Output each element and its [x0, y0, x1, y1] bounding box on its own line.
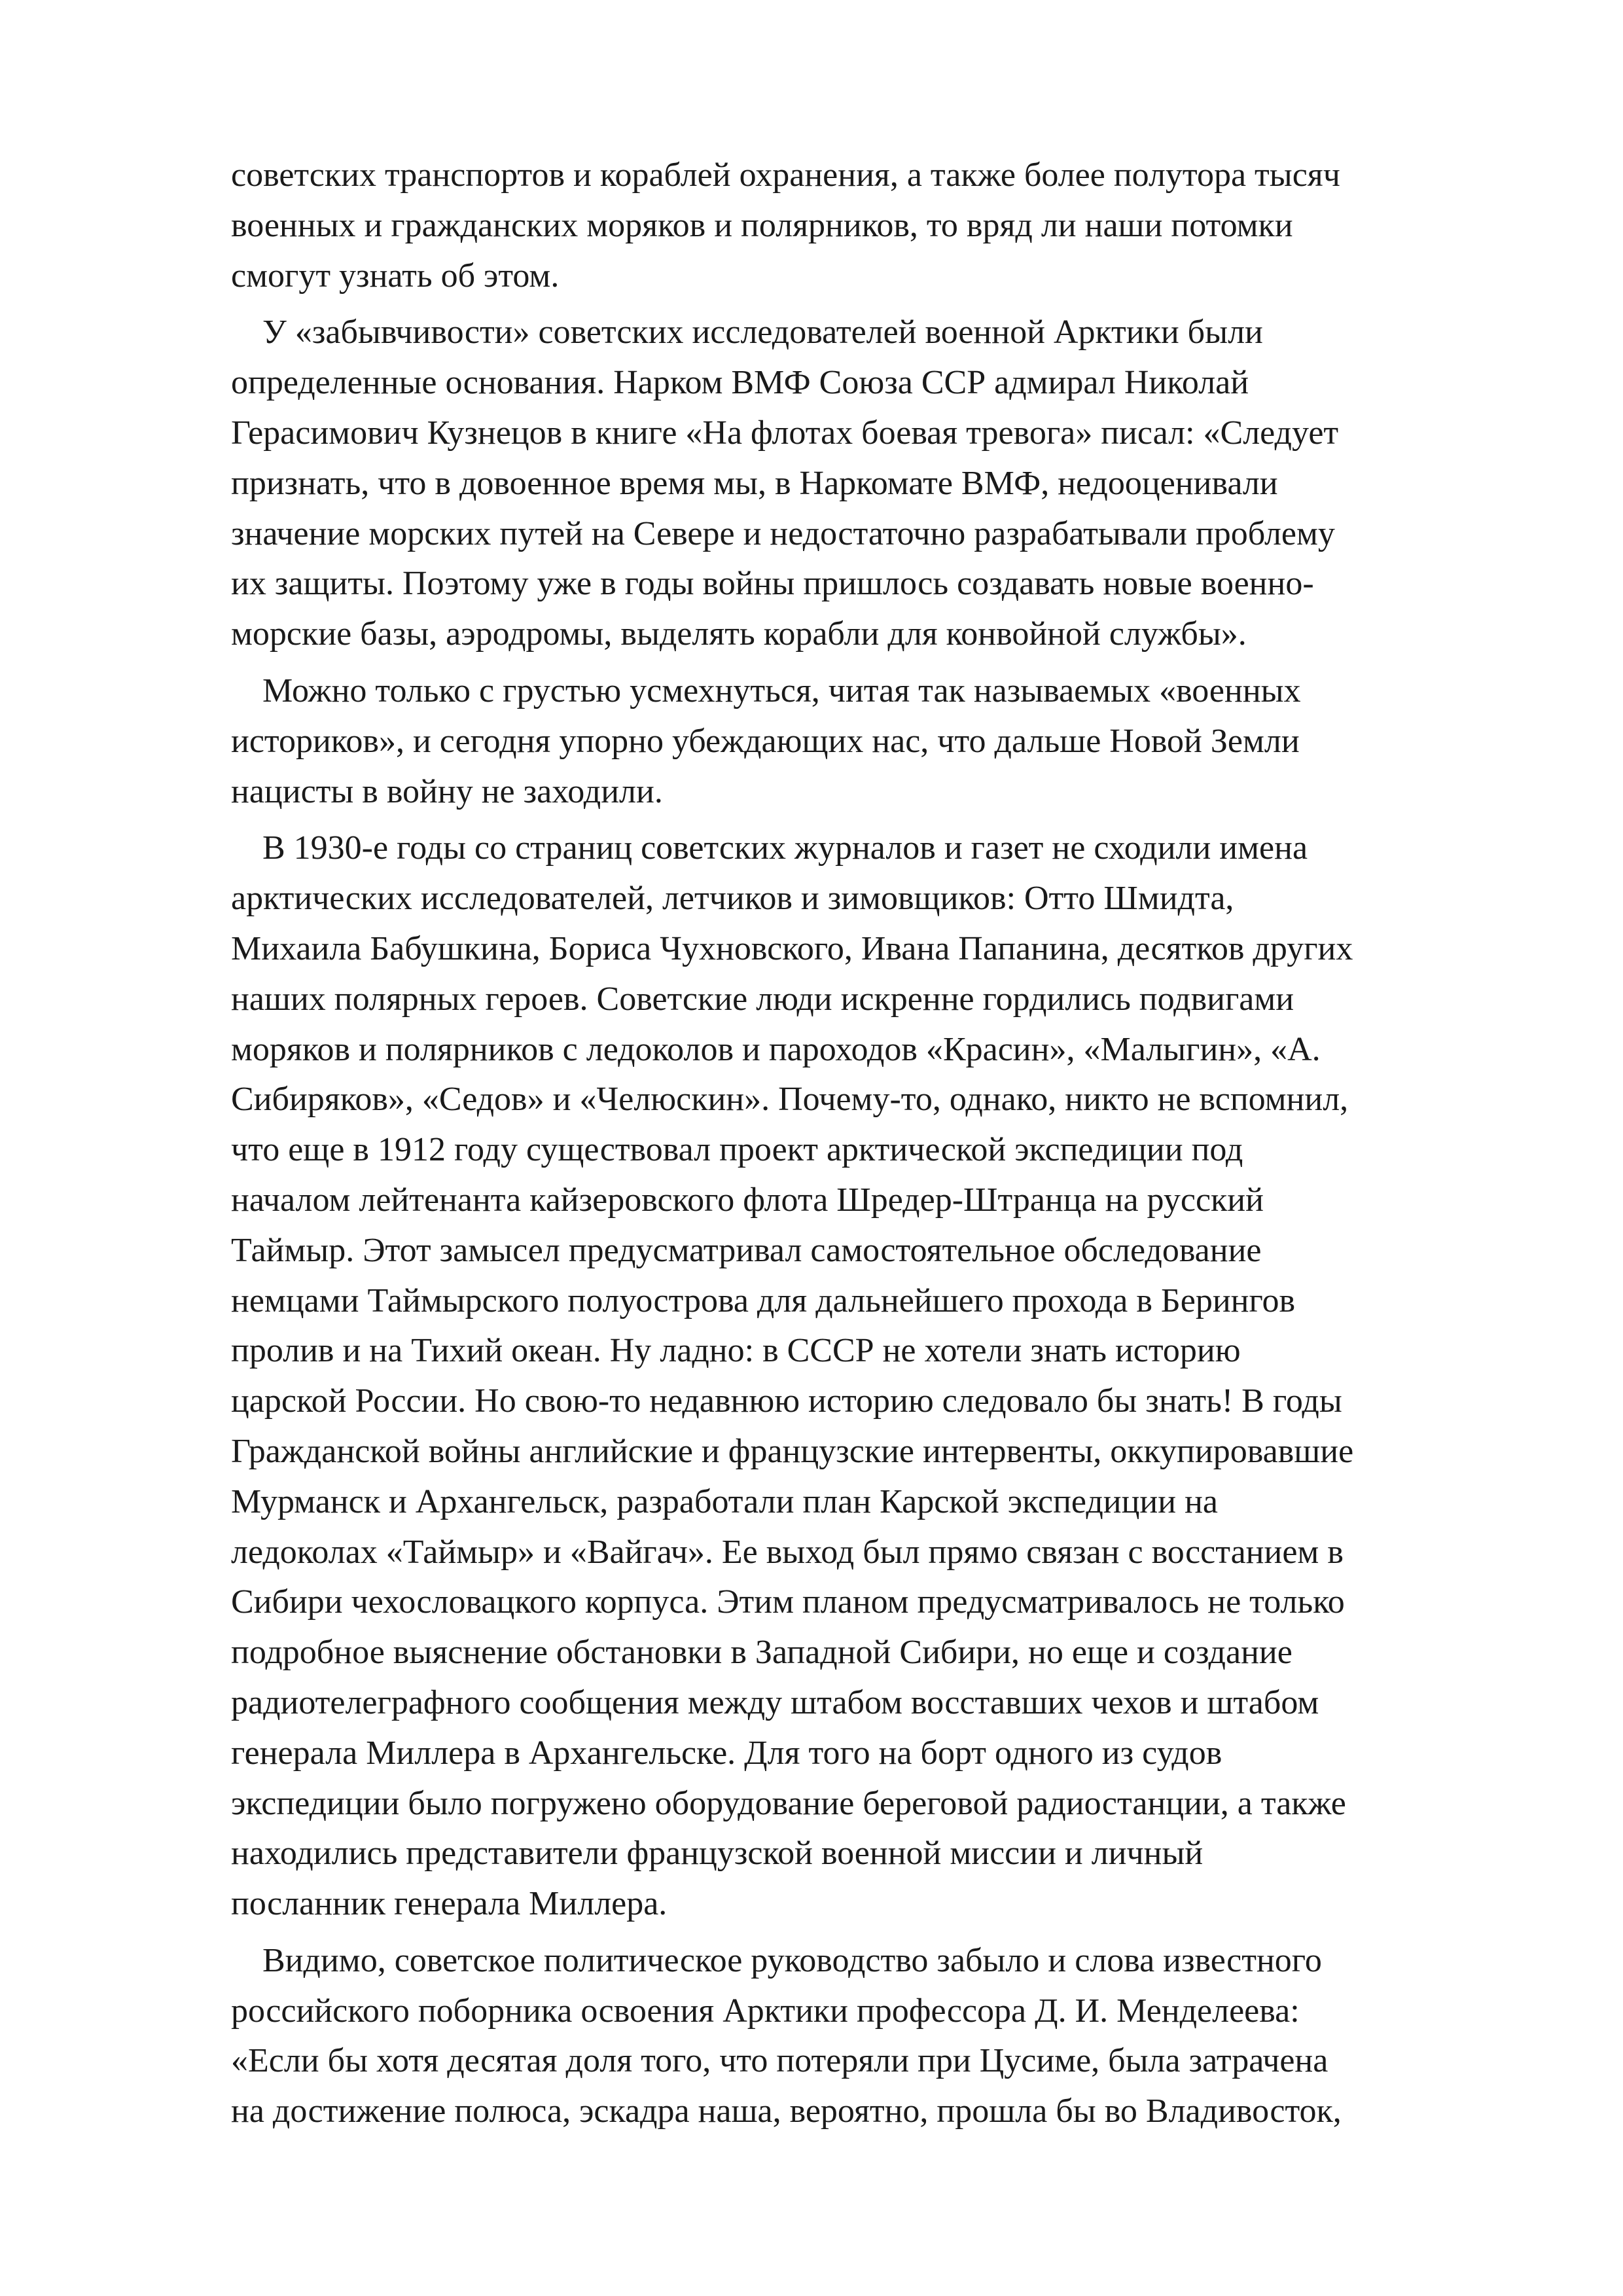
text-line: военных и гражданских моряков и полярников, то вряд ли наши потомки	[231, 206, 1293, 244]
text-line: советских транспортов и кораблей охранения, а также более полутора тысяч	[231, 156, 1340, 194]
text-line: «Если бы хотя десятая доля того, что потеряли при Цусиме, была затрачена	[231, 2042, 1329, 2080]
paragraph	[231, 151, 1488, 301]
text-line: арктических исследователей, летчиков и зимовщиков: Отто Шмидта,	[231, 880, 1234, 918]
text-line: на достижение полюса, эскадра наша, вероятно, прошла бы во Владивосток,	[231, 2092, 1342, 2130]
text-line: находились представители французской военной миссии и личный	[231, 1835, 1204, 1873]
text-line: значение морских путей на Севере и недостаточно разрабатывали проблему	[231, 514, 1335, 552]
text-line: посланник генерала Миллера.	[231, 1885, 668, 1923]
text-line: наших полярных героев. Советские люди искренне гордились подвигами	[231, 980, 1294, 1018]
text-line: моряков и полярников с ледоколов и пароходов «Красин», «Малыгин», «А.	[231, 1030, 1321, 1068]
text-line: признать, что в довоенное время мы, в Наркомате ВМФ, недооценивали	[231, 464, 1278, 502]
text-line: радиотелеграфного сообщения между штабом восставших чехов и штабом	[231, 1683, 1319, 1721]
text-line: определенные основания. Нарком ВМФ Союза ССР адмирал Николай	[231, 364, 1249, 402]
text-line: экспедиции было погружено оборудование береговой радиостанции, а также	[231, 1784, 1346, 1822]
text-line: Мурманск и Архангельск, разработали план Карской экспедиции на	[231, 1482, 1218, 1520]
text-line: Михаила Бабушкина, Бориса Чухновского, Ивана Папанина, десятков других	[231, 929, 1353, 967]
text-line: смогут узнать об этом.	[231, 257, 560, 295]
text-line: царской России. Но свою-то недавнюю историю следовало бы знать! В годы	[231, 1382, 1342, 1420]
text-line: В 1930-е годы со страниц советских журналов и газет не сходили имена	[262, 829, 1308, 867]
text-line: морские базы, аэродромы, выделять корабли для конвойной службы».	[231, 615, 1247, 653]
text-line: началом лейтенанта кайзеровского флота Шредер-Штранца на русский	[231, 1181, 1264, 1219]
text-line: Сибири чехословацкого корпуса. Этим планом предусматривалось не только	[231, 1583, 1345, 1621]
text-line: что еще в 1912 году существовал проект арктической экспедиции под	[231, 1131, 1243, 1169]
text-line: их защиты. Поэтому уже в годы войны пришлось создавать новые военно-	[231, 565, 1314, 603]
text-line: Видимо, советское политическое руководство забыло и слова известного	[262, 1941, 1322, 1979]
text-line: ледоколах «Таймыр» и «Вайгач». Ее выход был прямо связан с восстанием в	[231, 1533, 1344, 1571]
text-line: Таймыр. Этот замысел предусматривал самостоятельное обследование	[231, 1231, 1262, 1269]
document-page	[231, 151, 1488, 2137]
text-line: подробное выяснение обстановки в Западной Сибири, но еще и создание	[231, 1634, 1293, 1672]
paragraph	[231, 308, 1488, 660]
text-line: нацисты в войну не заходили.	[231, 772, 663, 810]
text-line: У «забывчивости» советских исследователей военной Арктики были	[262, 314, 1263, 351]
paragraph	[231, 823, 1488, 1929]
text-line: Сибиряков», «Седов» и «Челюскин». Почему-то, однако, никто не вспомнил,	[231, 1081, 1349, 1119]
text-line: генерала Миллера в Архангельске. Для того на борт одного из судов	[231, 1734, 1222, 1772]
text-line: немцами Таймырского полуострова для дальнейшего прохода в Берингов	[231, 1282, 1296, 1319]
text-line: Можно только с грустью усмехнуться, читая так называемых «военных	[262, 672, 1301, 709]
text-line: Герасимович Кузнецов в книге «На флотах боевая тревога» писал: «Следует	[231, 414, 1339, 452]
paragraph	[231, 1936, 1488, 2137]
text-line: пролив и на Тихий океан. Ну ладно: в СССР не хотели знать историю	[231, 1332, 1241, 1370]
text-line: российского поборника освоения Арктики профессора Д. И. Менделеева:	[231, 1992, 1300, 2030]
text-line: Гражданской войны английские и французские интервенты, оккупировавшие	[231, 1432, 1354, 1470]
paragraph	[231, 666, 1488, 817]
text-line: историков», и сегодня упорно убеждающих нас, что дальше Новой Земли	[231, 722, 1300, 760]
